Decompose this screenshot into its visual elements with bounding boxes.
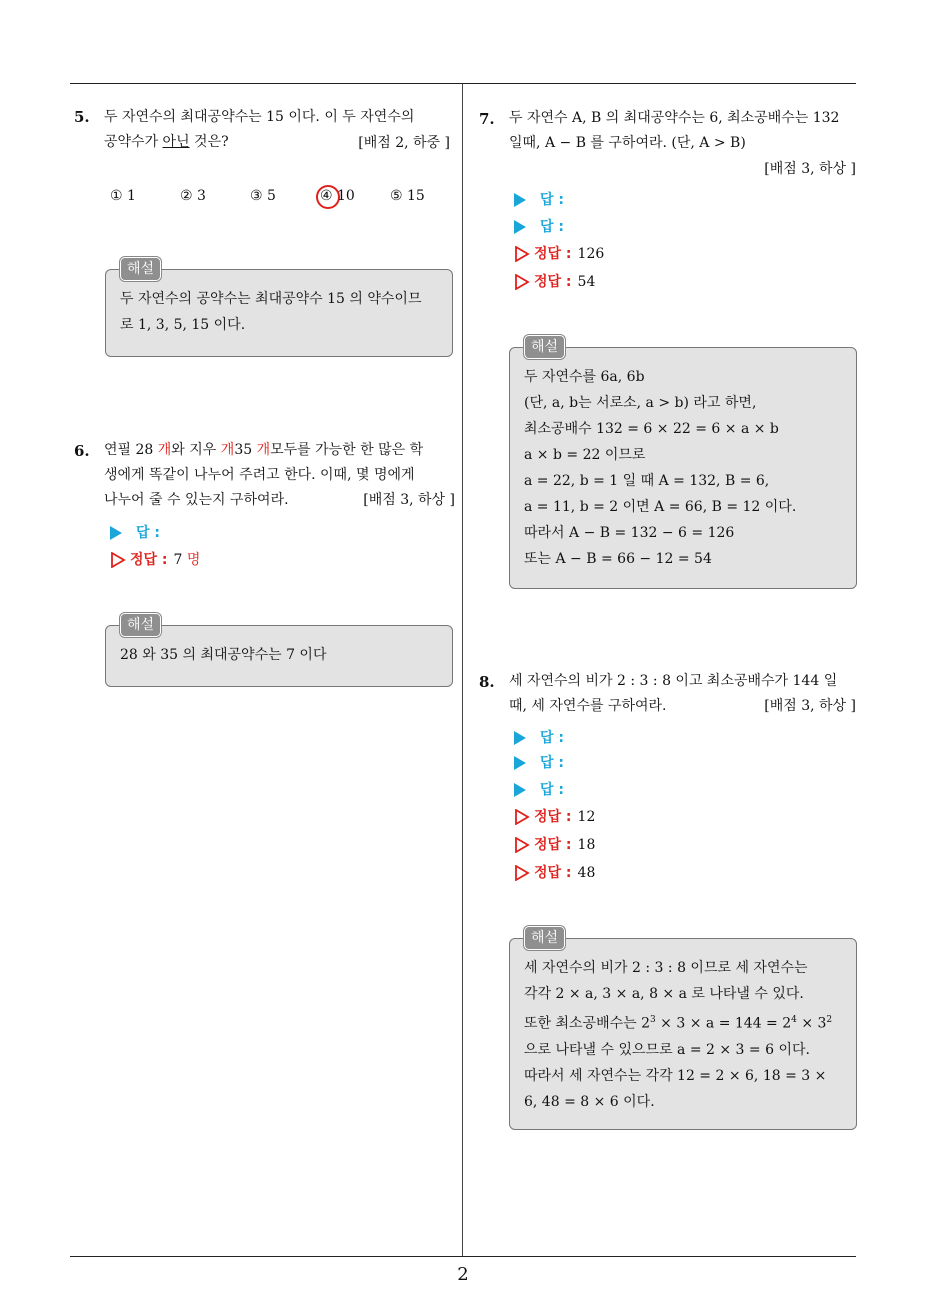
outline-triangle-icon <box>110 552 126 568</box>
correct-answer-2 <box>514 834 595 854</box>
solution-line: 또는 A − B = 66 − 12 = 54 <box>524 551 712 567</box>
solution-line: a = 22, b = 1 일 때 A = 132, B = 6, <box>524 473 770 489</box>
bottom-rule <box>70 1256 856 1257</box>
solution-line: 세 자연수의 비가 2 : 3 : 8 이므로 세 자연수는 <box>524 960 808 976</box>
answer-field-1[interactable] <box>514 189 564 209</box>
exponent: 4 <box>791 1015 797 1025</box>
underlined-text: 아닌 <box>162 134 190 150</box>
question-line: 세 자연수의 비가 2 : 3 : 8 이고 최소공배수가 144 일 <box>509 673 838 689</box>
question-line: 일때, A − B 를 구하여라. (단, A > B) <box>509 135 746 151</box>
question-text <box>509 106 861 156</box>
correct-answer-2 <box>514 271 595 291</box>
exponent: 2 <box>826 1015 833 1025</box>
correct-value <box>174 552 201 568</box>
answer-arrow-icon <box>110 526 122 540</box>
solution-line: 두 자연수를 6a, 6b <box>524 369 645 385</box>
correct-label: 정답 : <box>534 809 572 825</box>
question-number: 5. <box>74 108 90 126</box>
correct-label: 정답 : <box>534 274 572 290</box>
text: 모두를 가능한 한 많은 학 <box>270 442 424 458</box>
highlight-text: 개 <box>220 442 235 458</box>
answer-field-1[interactable] <box>514 727 564 747</box>
column-divider <box>462 84 463 1256</box>
outline-triangle-icon <box>514 246 530 262</box>
solution-line <box>524 1007 842 1037</box>
outline-triangle-icon <box>514 837 530 853</box>
correct-answer-1 <box>514 806 595 826</box>
correct-label: 정답 : <box>534 865 572 881</box>
solution-box <box>509 938 857 1130</box>
answer-label: 답 : <box>540 219 564 235</box>
correct-label: 정답 : <box>534 837 572 853</box>
correct-value: 126 <box>577 246 605 262</box>
solution-line: 28 와 35 의 최대공약수는 7 이다 <box>120 647 327 663</box>
exponent: 3 <box>650 1015 656 1025</box>
correct-label: 정답 : <box>130 552 168 568</box>
solution-line: 각각 2 × a, 3 × a, 8 × a 로 나타낼 수 있다. <box>524 986 804 1002</box>
text: 것은? <box>189 134 229 150</box>
outline-triangle-icon <box>514 809 530 825</box>
score-meta: [배점 2, 하중 ] <box>358 135 450 151</box>
score-meta: [배점 3, 하상 ] <box>363 492 455 508</box>
text: 와 지우 <box>171 442 221 458</box>
outline-triangle-icon <box>514 865 530 881</box>
score-meta: [배점 3, 하상 ] <box>764 698 856 714</box>
answer-field-3[interactable] <box>514 779 564 799</box>
question-number: 7. <box>479 110 495 128</box>
answer-arrow-icon <box>514 220 526 234</box>
question-line: 나누어 줄 수 있는지 구하여라. <box>104 492 289 508</box>
choice-2[interactable]: ② 3 <box>180 188 206 204</box>
solution-line: 으로 나타낼 수 있으므로 a = 2 × 3 = 6 이다. <box>524 1041 810 1058</box>
highlight-text: 명 <box>186 552 201 568</box>
text: × 3 <box>796 1015 827 1032</box>
score-meta: [배점 3, 하상 ] <box>764 161 856 177</box>
choice-4[interactable]: ④ 10 <box>320 188 355 204</box>
answer-arrow-icon <box>514 731 526 745</box>
answer-label: 답 : <box>540 192 564 208</box>
page-number: 2 <box>457 1264 469 1285</box>
top-rule <box>70 83 856 84</box>
question-number: 8. <box>479 673 495 691</box>
choice-3[interactable]: ③ 5 <box>250 188 276 204</box>
solution-line: 따라서 세 자연수는 각각 12 = 2 × 6, 18 = 3 × <box>524 1067 827 1084</box>
correct-label: 정답 : <box>534 246 572 262</box>
solution-tag: 해설 <box>524 335 565 359</box>
solution-line: 6, 48 = 8 × 6 이다. <box>524 1093 655 1110</box>
choice-1[interactable]: ① 1 <box>110 188 136 204</box>
solution-line: 로 1, 3, 5, 15 이다. <box>120 317 246 333</box>
correct-value: 12 <box>577 809 596 825</box>
answer-label: 답 : <box>540 755 564 771</box>
solution-box <box>509 347 857 589</box>
solution-line: 따라서 A − B = 132 − 6 = 126 <box>524 525 735 541</box>
solution-line: a = 11, b = 2 이면 A = 66, B = 12 이다. <box>524 499 797 515</box>
correct-answer <box>110 549 200 569</box>
answer-field-2[interactable] <box>514 752 564 772</box>
text: 또한 최소공배수는 2 <box>524 1015 650 1032</box>
solution-tag: 해설 <box>120 613 161 637</box>
question-line: 때, 세 자연수를 구하여라. <box>509 698 667 714</box>
solution-line: a × b = 22 이므로 <box>524 447 646 463</box>
highlight-text: 개 <box>157 442 172 458</box>
solution-tag: 해설 <box>120 257 161 281</box>
text: 공약수가 <box>104 134 163 150</box>
answer-label: 답 : <box>136 525 160 541</box>
text: 35 <box>234 442 257 458</box>
solution-line: (단, a, b는 서로소, a > b) 라고 하면, <box>524 395 757 411</box>
correct-answer-3 <box>514 862 595 882</box>
answer-arrow-icon <box>514 783 526 797</box>
question-line <box>104 438 456 463</box>
correct-value: 54 <box>577 274 596 290</box>
solution-line: 두 자연수의 공약수는 최대공약수 15 의 약수이므 <box>120 291 422 307</box>
correct-answer-1 <box>514 243 604 263</box>
answer-label: 답 : <box>540 730 564 746</box>
answer-field-2[interactable] <box>514 216 564 236</box>
correct-value: 18 <box>577 837 596 853</box>
question-number: 6. <box>74 442 90 460</box>
correct-value: 48 <box>577 865 596 881</box>
answer-arrow-icon <box>514 756 526 770</box>
outline-triangle-icon <box>514 274 530 290</box>
answer-arrow-icon <box>514 193 526 207</box>
question-line: 두 자연수의 최대공약수는 15 이다. 이 두 자연수의 <box>104 109 415 125</box>
text: × 3 × a = 144 = 2 <box>655 1015 792 1032</box>
solution-tag: 해설 <box>524 926 565 950</box>
answer-label: 답 : <box>540 782 564 798</box>
text: 연필 28 <box>104 442 158 458</box>
highlight-text: 개 <box>256 442 271 458</box>
question-line: 생에게 똑같이 나누어 주려고 한다. 이때, 몇 명에게 <box>104 467 415 483</box>
choice-5[interactable]: ⑤ 15 <box>390 188 425 204</box>
text: 7 <box>173 552 187 568</box>
question-line: 두 자연수 A, B 의 최대공약수는 6, 최소공배수는 132 <box>509 110 840 126</box>
solution-box <box>105 269 453 357</box>
answer-field[interactable] <box>110 522 160 542</box>
solution-line: 최소공배수 132 = 6 × 22 = 6 × a × b <box>524 421 779 437</box>
